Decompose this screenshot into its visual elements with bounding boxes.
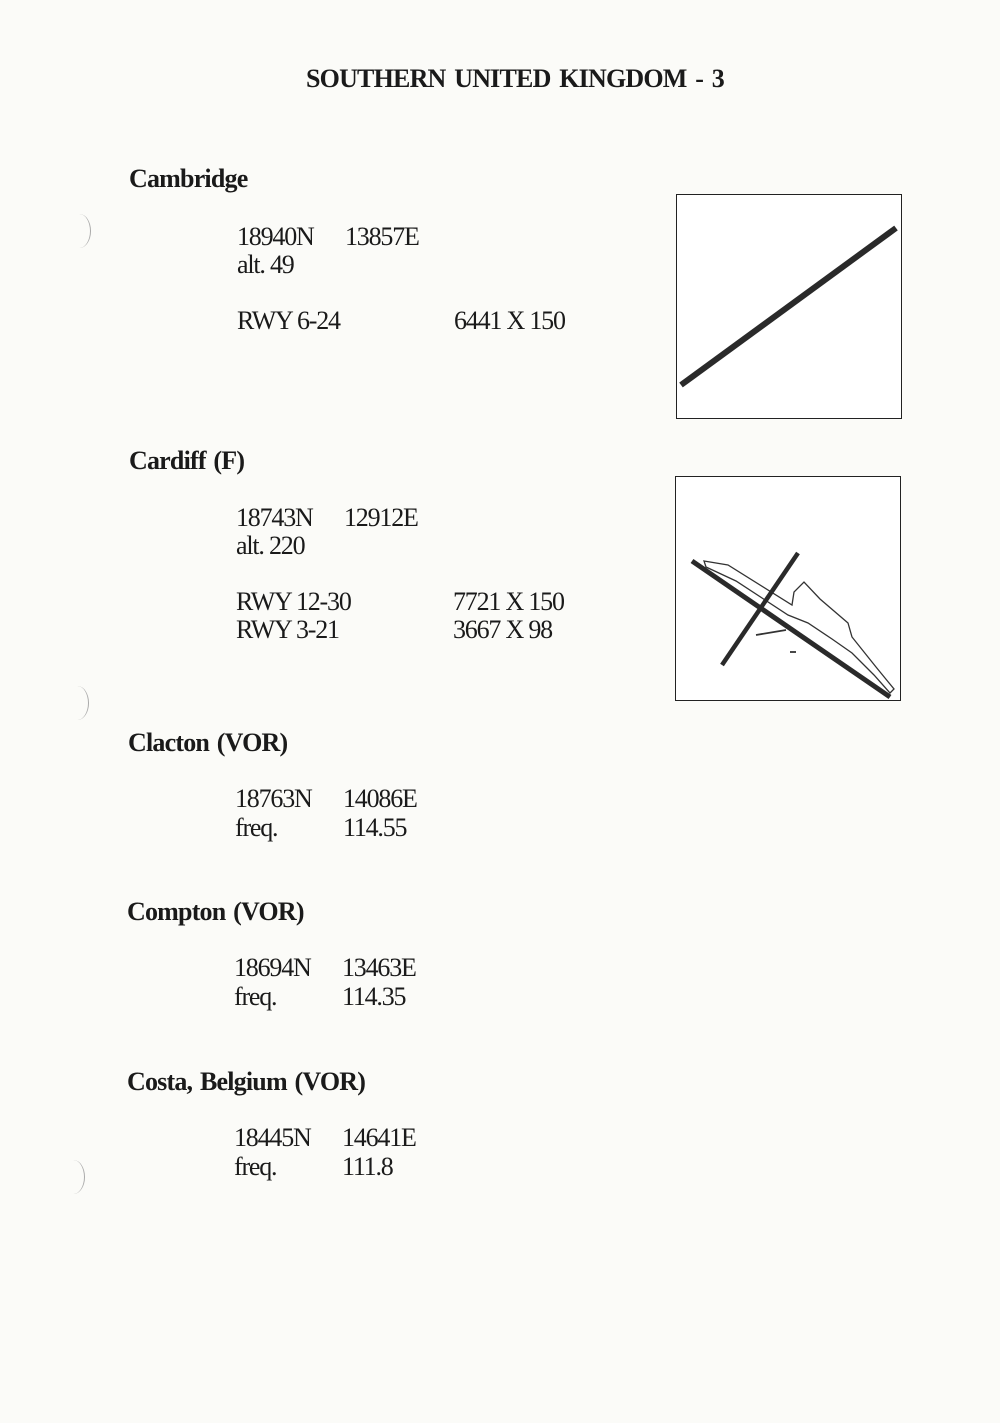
altitude-row [237, 250, 294, 280]
punch-hole-mark [62, 1160, 85, 1194]
longitude: 12912E [344, 503, 418, 532]
coordinates-row [235, 784, 417, 814]
altitude-value: 220 [269, 531, 305, 560]
entry-heading: Clacton (VOR) [128, 728, 288, 757]
altitude-value: 49 [270, 250, 294, 279]
frequency-value: 114.55 [343, 813, 407, 842]
coordinates-row [234, 1123, 416, 1153]
runway-label: RWY 12-30 [236, 587, 351, 616]
coordinates-row [234, 953, 416, 983]
runway-row [237, 306, 565, 336]
runway-diagram-graphic [676, 477, 900, 700]
entry-heading: Cambridge [129, 164, 248, 193]
altitude-label: alt. [237, 250, 265, 279]
runway-diagram [675, 476, 901, 701]
runway-row [236, 615, 552, 645]
longitude: 14086E [343, 784, 417, 813]
entry-heading: Compton (VOR) [127, 897, 304, 926]
longitude: 14641E [342, 1123, 416, 1152]
longitude: 13857E [345, 222, 419, 251]
latitude: 18445N [234, 1123, 311, 1152]
latitude: 18743N [236, 503, 313, 532]
frequency-row [234, 982, 406, 1012]
page-title: SOUTHERN UNITED KINGDOM - 3 [306, 64, 724, 93]
altitude-row [236, 531, 304, 561]
entry-heading: Costa, Belgium (VOR) [127, 1067, 366, 1096]
runway-size: 3667 X 98 [453, 615, 552, 644]
runway-6-24-line [681, 228, 896, 385]
frequency-label: freq. [235, 813, 278, 842]
coordinates-row [237, 222, 419, 252]
runway-label: RWY 3-21 [236, 615, 339, 644]
runway-diagram-graphic [677, 195, 901, 418]
runway-diagram [676, 194, 902, 419]
frequency-label: freq. [234, 982, 277, 1011]
longitude: 13463E [342, 953, 416, 982]
runway-12-30-line [692, 561, 890, 697]
frequency-value: 111.8 [342, 1152, 393, 1181]
apron-mark [756, 630, 786, 635]
frequency-label: freq. [234, 1152, 277, 1181]
taxiway-outline [704, 561, 894, 693]
runway-size: 7721 X 150 [453, 587, 564, 616]
latitude: 18694N [234, 953, 311, 982]
coordinates-row [236, 503, 418, 533]
latitude: 18763N [235, 784, 312, 813]
frequency-value: 114.35 [342, 982, 406, 1011]
entry-heading: Cardiff (F) [129, 446, 245, 475]
punch-hole-mark [68, 214, 91, 248]
runway-label: RWY 6-24 [237, 306, 340, 335]
punch-hole-mark [66, 686, 89, 720]
altitude-label: alt. [236, 531, 264, 560]
runway-row [236, 587, 564, 617]
runway-3-21-line [722, 553, 798, 665]
runway-size: 6441 X 150 [454, 306, 565, 335]
frequency-row [234, 1152, 393, 1182]
frequency-row [235, 813, 407, 843]
latitude: 18940N [237, 222, 314, 251]
